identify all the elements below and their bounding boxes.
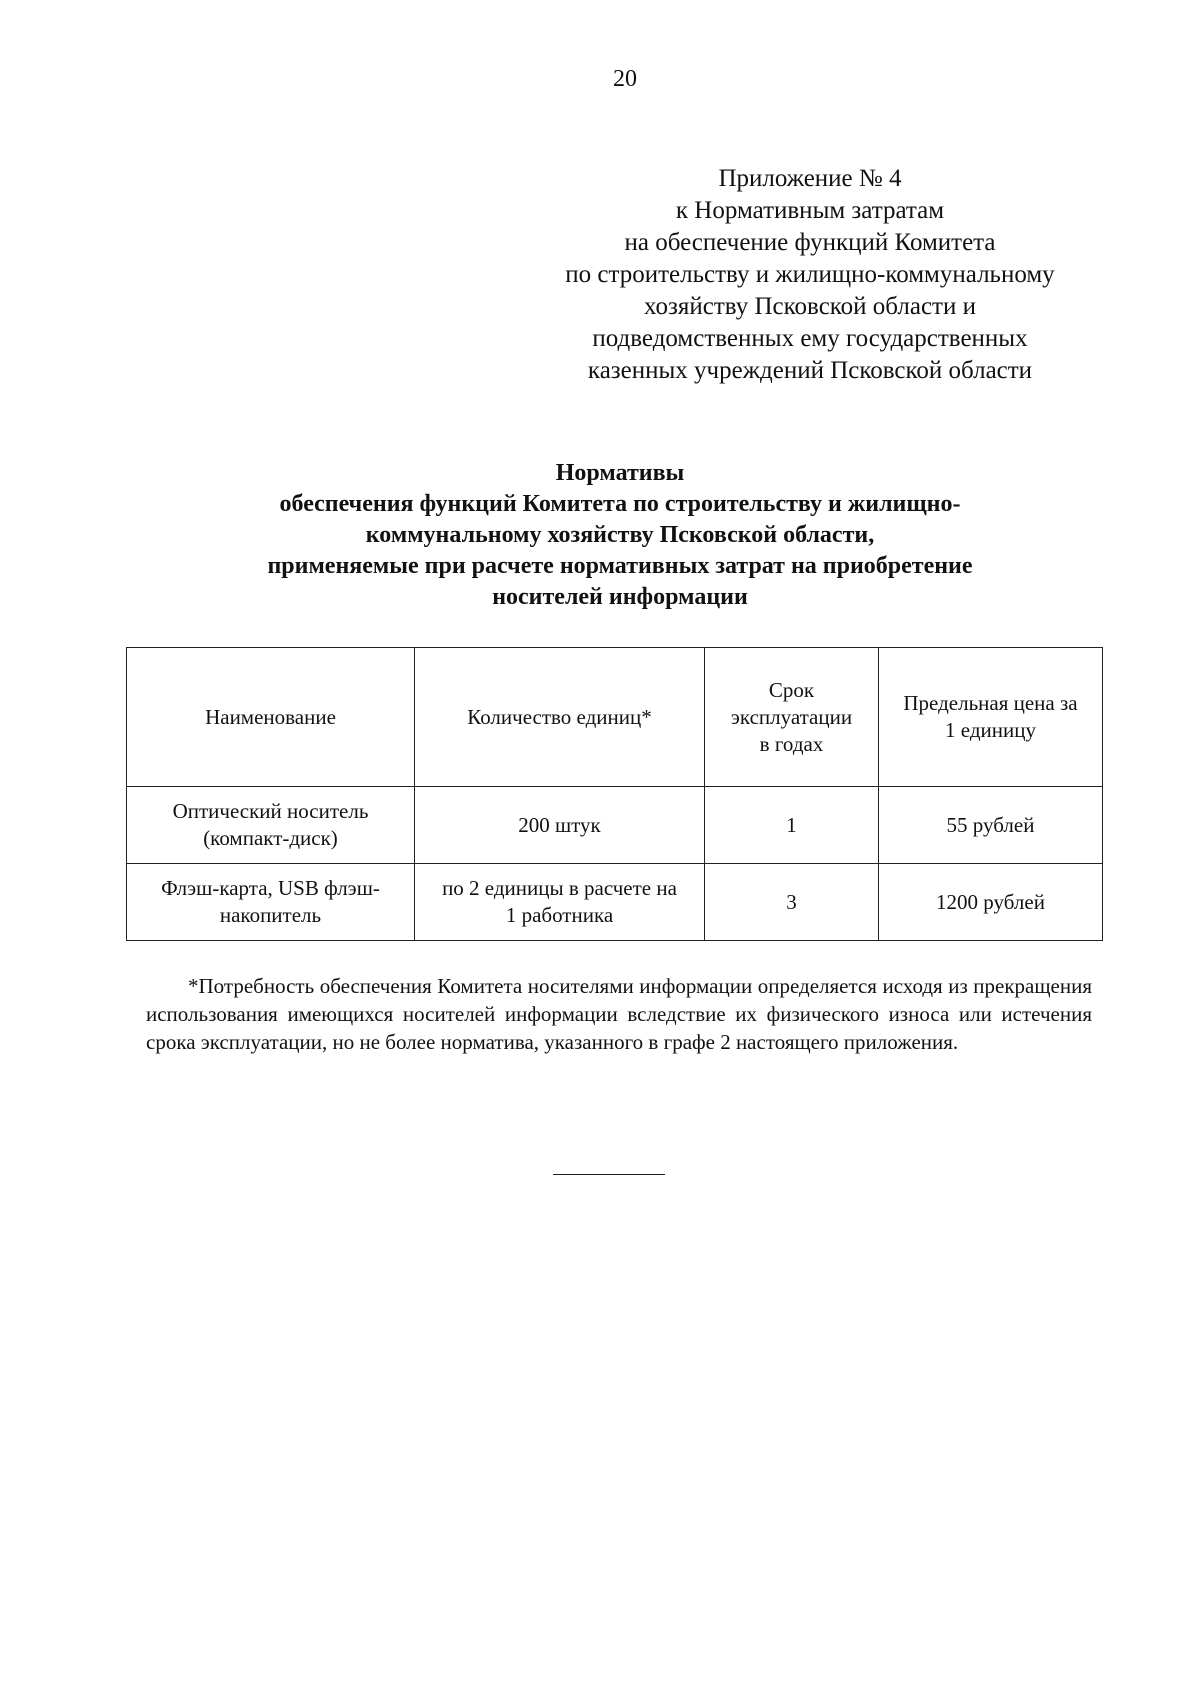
heading-line: коммунальному хозяйству Псковской области, (365, 522, 875, 548)
table-row (127, 787, 1103, 864)
cell-name (127, 787, 415, 864)
cell-line: 1200 рублей (936, 889, 1045, 914)
document-heading (170, 458, 1070, 613)
cell-line: накопитель (219, 903, 322, 927)
cell-line: Оптический носитель (172, 799, 369, 823)
cell-line: (компакт-диск) (203, 826, 338, 850)
cell-line: 55 рублей (946, 812, 1035, 837)
heading-line: обеспечения функций Комитета по строительству и жилищно- (279, 491, 961, 517)
appendix-line: на обеспечение функций Комитета (624, 229, 996, 256)
header-term (705, 648, 879, 787)
header-term-line: в годах (759, 731, 824, 756)
header-term-line: Срок (768, 677, 815, 702)
header-quantity (415, 648, 705, 787)
cell-name (127, 864, 415, 941)
norms-table-container (126, 647, 1102, 941)
cell-line: 1 работника (505, 903, 614, 927)
cell-price (879, 864, 1103, 941)
cell-term (705, 864, 879, 941)
header-price (879, 648, 1103, 787)
header-quantity-line: Количество единиц* (467, 704, 652, 729)
header-name-line: Наименование (205, 704, 336, 729)
footnote: *Потребность обеспечения Комитета носителями информации определяется исходя из прекращения использования имеющихся носителей информации вследствие их физического износа или истечения срока эксплуатации, но не более норматива, указанного в графе 2 настоящего приложения. (146, 974, 1092, 1054)
cell-line: 3 (786, 889, 797, 914)
heading-line: носителей информации (492, 584, 748, 610)
page-number: 20 (613, 66, 637, 92)
cell-quantity (415, 787, 705, 864)
heading-line: Нормативы (555, 460, 685, 486)
header-name (127, 648, 415, 787)
norms-table (126, 647, 1103, 941)
appendix-line: хозяйству Псковской области и (643, 293, 976, 320)
appendix-line: казенных учреждений Псковской области (587, 357, 1033, 384)
cell-quantity (415, 864, 705, 941)
heading-line: применяемые при расчете нормативных затрат на приобретение (267, 553, 973, 579)
cell-line: 1 (786, 812, 797, 837)
end-divider (553, 1174, 665, 1175)
header-price-line: Предельная цена за (903, 691, 1078, 715)
header-price-line: 1 единицу (945, 718, 1036, 742)
appendix-line: подведомственных ему государственных (592, 325, 1028, 352)
cell-line: 200 штук (518, 812, 601, 837)
table-header-row (127, 648, 1103, 787)
cell-price (879, 787, 1103, 864)
appendix-line: Приложение № 4 (718, 165, 902, 192)
appendix-line: к Нормативным затратам (675, 197, 945, 224)
header-term-line: эксплуатации (730, 704, 853, 729)
cell-line: Флэш-карта, USB флэш- (161, 876, 380, 900)
cell-term (705, 787, 879, 864)
appendix-line: по строительству и жилищно-коммунальному (565, 261, 1055, 288)
appendix-reference (530, 163, 1090, 387)
cell-line: по 2 единицы в расчете на (442, 876, 677, 900)
table-row (127, 864, 1103, 941)
